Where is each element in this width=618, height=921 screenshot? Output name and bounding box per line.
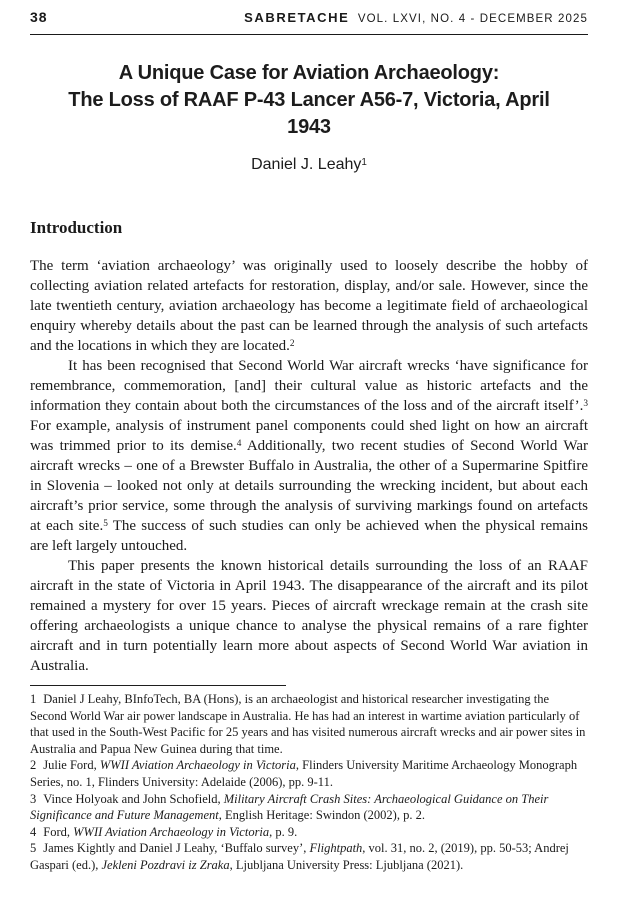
footnote-ref: 5 xyxy=(103,518,108,529)
author-name: Daniel J. Leahy xyxy=(251,156,362,173)
italic-title-text: Military Aircraft Crash Sites: Archaeological Guidance on Their Significance and Future Management xyxy=(30,791,549,823)
footnote-ref: 4 xyxy=(236,438,242,449)
italic-title-text: Jekleni Pozdravi iz Zraka xyxy=(101,857,230,872)
footnote xyxy=(30,791,588,824)
text-run: James Kightly and Daniel J Leahy, ‘Buffalo survey’, xyxy=(43,841,310,856)
text-run: Ford, xyxy=(43,824,74,839)
article-title-line: A Unique Case for Aviation Archaeology: xyxy=(118,62,500,84)
text-run: Daniel J Leahy, BInfoTech, BA (Hons), is an archaeologist and historical researcher investigating the Second World War air power landscape in Australia. He has had an interest in wartime aviation particularly of that used in the South-West Pacific for 25 years and has visited numerous aircraft wrecks and air power sites in Australia and Papua New Guinea during that time. xyxy=(30,692,586,756)
article-title-line: The Loss of RAAF P-43 Lancer A56-7, Victoria, April xyxy=(68,89,550,111)
text-run: It has been recognised that Second World War aircraft wrecks ‘have significance for remembrance, commemoration, [and] their cultural value as historic artefacts and the information they contain about both the circumstances of the loss and of the aircraft itself’. xyxy=(30,358,588,414)
footnote xyxy=(30,691,588,757)
footnote xyxy=(30,824,588,841)
footnote-ref: 2 xyxy=(289,338,295,349)
footnote-number: 2 xyxy=(30,758,37,773)
body-paragraph xyxy=(30,356,588,556)
footnote-number: 5 xyxy=(30,841,37,856)
footnote-number: 1 xyxy=(30,692,37,706)
italic-title-text: Flightpath xyxy=(309,841,363,856)
section-heading: Introduction xyxy=(30,218,123,237)
journal-name: SABRETACHE xyxy=(244,10,350,25)
author-footnote-ref: 1 xyxy=(361,156,367,168)
text-run: Additionally, two recent studies of Second World War aircraft wrecks – one of a Brewster Buffalo in Australia, the other of a Supermarine Spitfire in Slovenia – looked not only at details surrounding the wrecking incident, but about each aircraft’s prior service, some through the analysis of surviving markings found on artefacts at each site. xyxy=(30,438,588,534)
running-header xyxy=(30,6,588,35)
journal-issue-info: VOL. LXVI, NO. 4 - DECEMBER 2025 xyxy=(357,13,588,25)
page-number: 38 xyxy=(30,9,48,25)
article-body xyxy=(30,256,588,676)
text-run: , Flinders University Maritime Archaeology Monograph Series, no. 1, Flinders University: Adelaide (2006), pp. 9-11. xyxy=(30,758,578,789)
body-paragraph xyxy=(30,556,588,676)
text-run: , Ljubljana University Press: Ljubljana (2021). xyxy=(229,857,464,872)
footnote-ref: 3 xyxy=(583,398,588,409)
text-run: , English Heritage: Swindon (2002), p. 2. xyxy=(218,808,425,823)
footnote-separator xyxy=(30,685,286,686)
text-run: Vince Holyoak and John Schofield, xyxy=(43,791,224,806)
text-run: , p. 9. xyxy=(269,824,298,839)
text-run: Julie Ford, xyxy=(43,758,100,773)
journal-masthead xyxy=(244,9,588,27)
text-run: For example, analysis of instrument panel components could shed light on how an aircraft was trimmed prior to its demise. xyxy=(30,418,588,454)
author-byline xyxy=(30,156,588,174)
text-run: , vol. 31, no. 2, (2019), pp. 50-53; Andrej Gaspari (ed.), xyxy=(30,841,569,872)
italic-title-text: WWII Aviation Archaeology in Victoria xyxy=(73,824,270,839)
text-run: This paper presents the known historical details surrounding the loss of an RAAF aircraft in the state of Victoria in April 1943. The disappearance of the aircraft and its pilot remained a mystery for over 15 years. Pieces of aircraft wreckage remain at the crash site offering archaeologists a unique chance to analyse the physical remains of a rare fighter aircraft and in turn potentially learn more about aspects of Second World War aviation in Australia. xyxy=(30,558,588,674)
text-run: The success of such studies can only be achieved when the physical remains are left largely untouched. xyxy=(30,518,588,554)
text-run: The term ‘aviation archaeology’ was originally used to loosely describe the hobby of collecting aviation related artefacts for restoration, display, and/or sale. However, since the late twentieth century, aviation archaeology has become a legitimate field of archaeological enquiry whereby details about the past can be learned through the analysis of such artefacts and the locations in which they are located. xyxy=(30,258,588,354)
footnote-number: 4 xyxy=(30,824,37,839)
italic-title-text: WWII Aviation Archaeology in Victoria xyxy=(99,758,296,773)
article-title-line: 1943 xyxy=(287,116,331,138)
body-paragraph xyxy=(30,256,588,356)
footnote-number: 3 xyxy=(30,791,37,806)
footnote xyxy=(30,757,588,790)
footnote xyxy=(30,840,588,873)
footnotes-block xyxy=(30,691,588,874)
article-title xyxy=(30,60,588,141)
